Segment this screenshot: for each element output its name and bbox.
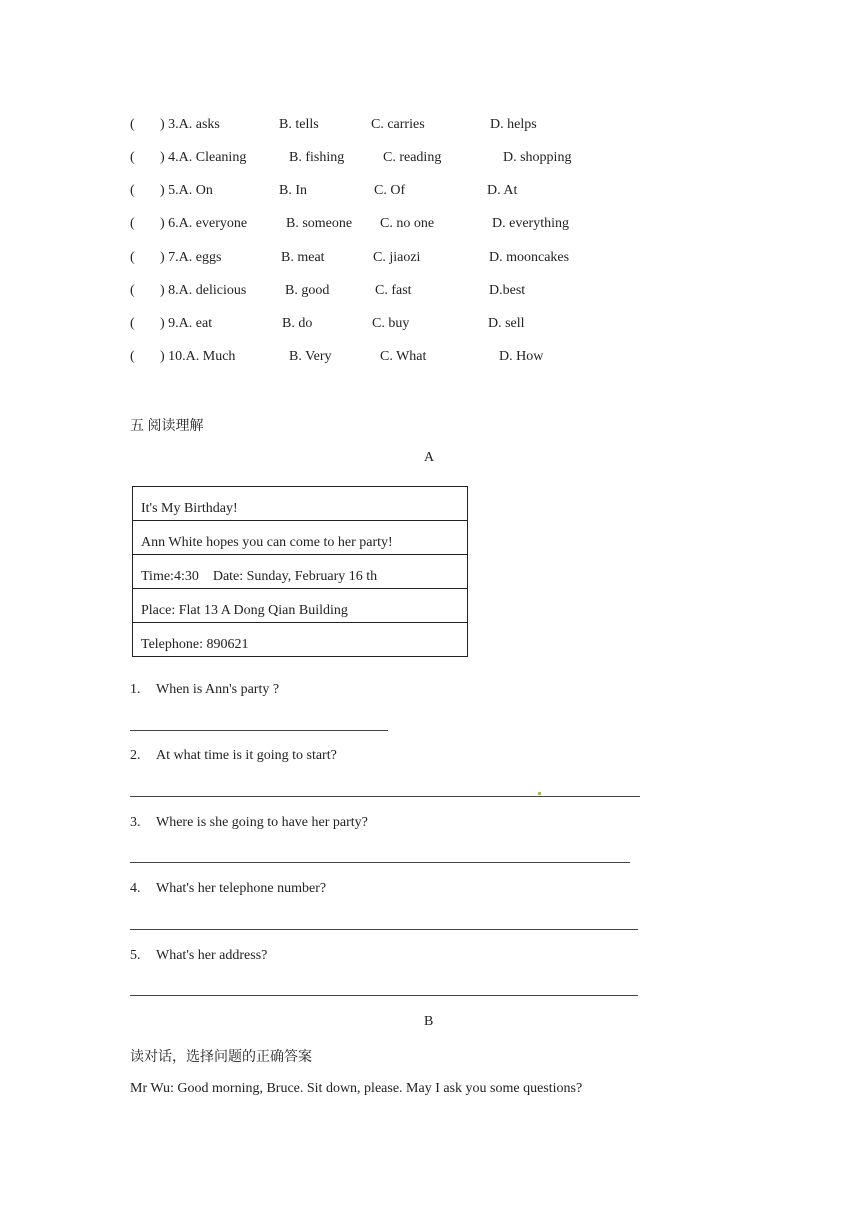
choice-row-10 [0, 349, 860, 369]
answer-line-3[interactable] [130, 862, 630, 863]
option-b: B. tells [279, 117, 319, 132]
option-d: D. At [487, 183, 518, 198]
question-number: 2. [130, 748, 141, 763]
question-number: 5. [130, 948, 141, 963]
answer-paren[interactable]: ( [130, 250, 135, 265]
question-text: At what time is it going to start? [156, 748, 337, 763]
question-number: 1. [130, 682, 141, 697]
answer-line-5[interactable] [130, 995, 638, 996]
question-1 [130, 682, 279, 698]
option-c: C. Of [374, 183, 406, 198]
answer-paren[interactable]: ( [130, 117, 135, 132]
option-b: B. fishing [289, 150, 345, 165]
option-c: C. fast [375, 283, 412, 298]
option-d: D. How [499, 349, 544, 364]
choice-row-6 [0, 216, 860, 236]
option-c: C. reading [383, 150, 442, 165]
option-b: B. someone [286, 216, 353, 231]
option-a: ) 10.A. Much [160, 349, 236, 364]
option-a: ) 4.A. Cleaning [160, 150, 247, 165]
question-text: Where is she going to have her party? [156, 815, 368, 830]
question-5 [130, 948, 267, 964]
option-d: D. shopping [503, 150, 572, 165]
question-4 [130, 881, 326, 897]
option-b: B. In [279, 183, 307, 198]
option-c: C. buy [372, 316, 410, 331]
choice-row-9 [0, 316, 860, 336]
part-b-instruction: 读对话，选择问题的正确答案 [130, 1050, 312, 1065]
answer-line-1[interactable] [130, 730, 388, 731]
answer-paren[interactable]: ( [130, 150, 135, 165]
option-a: ) 9.A. eat [160, 316, 213, 331]
choice-row-8 [0, 283, 860, 303]
option-c: C. carries [371, 117, 425, 132]
invitation-host: Ann White hopes you can come to her party! [133, 521, 467, 555]
option-a: ) 6.A. everyone [160, 216, 248, 231]
option-b: B. Very [289, 349, 332, 364]
answer-line-4[interactable] [130, 929, 638, 930]
option-a: ) 7.A. eggs [160, 250, 222, 265]
question-text: When is Ann's party ? [156, 682, 280, 697]
option-a: ) 8.A. delicious [160, 283, 247, 298]
answer-paren[interactable]: ( [130, 316, 135, 331]
invitation-place: Place: Flat 13 A Dong Qian Building [133, 589, 467, 623]
invitation-card [132, 486, 468, 657]
option-d: D. sell [488, 316, 525, 331]
answer-paren[interactable]: ( [130, 216, 135, 231]
choice-row-4 [0, 150, 860, 170]
part-a-label: A [424, 450, 435, 465]
part-b-label: B [424, 1014, 434, 1029]
choice-row-7 [0, 250, 860, 270]
option-b: B. do [282, 316, 313, 331]
invitation-time-date: Time:4:30 Date: Sunday, February 16 th [133, 555, 467, 589]
answer-line-2[interactable] [130, 796, 640, 797]
invitation-title: It's My Birthday! [133, 487, 467, 521]
answer-paren[interactable]: ( [130, 283, 135, 298]
question-number: 4. [130, 881, 141, 896]
option-b: B. good [285, 283, 330, 298]
option-b: B. meat [281, 250, 325, 265]
question-text: What's her address? [156, 948, 268, 963]
question-text: What's her telephone number? [156, 881, 327, 896]
option-c: C. jiaozi [373, 250, 421, 265]
option-d: D. mooncakes [489, 250, 570, 265]
dialogue-line: Mr Wu: Good morning, Bruce. Sit down, please. May I ask you some questions? [130, 1081, 583, 1096]
option-d: D. everything [492, 216, 569, 231]
question-3 [130, 815, 368, 831]
option-d: D. helps [490, 117, 537, 132]
option-c: C. What [380, 349, 427, 364]
invitation-telephone: Telephone: 890621 [133, 623, 467, 657]
section-heading: 五 阅读理解 [130, 419, 204, 434]
small-mark [538, 792, 541, 795]
option-a: ) 5.A. On [160, 183, 213, 198]
answer-paren[interactable]: ( [130, 183, 135, 198]
choice-row-3 [0, 117, 860, 137]
option-c: C. no one [380, 216, 435, 231]
choice-row-5 [0, 183, 860, 203]
option-d: D.best [489, 283, 526, 298]
question-number: 3. [130, 815, 141, 830]
option-a: ) 3.A. asks [160, 117, 220, 132]
answer-paren[interactable]: ( [130, 349, 135, 364]
question-2 [130, 748, 337, 764]
